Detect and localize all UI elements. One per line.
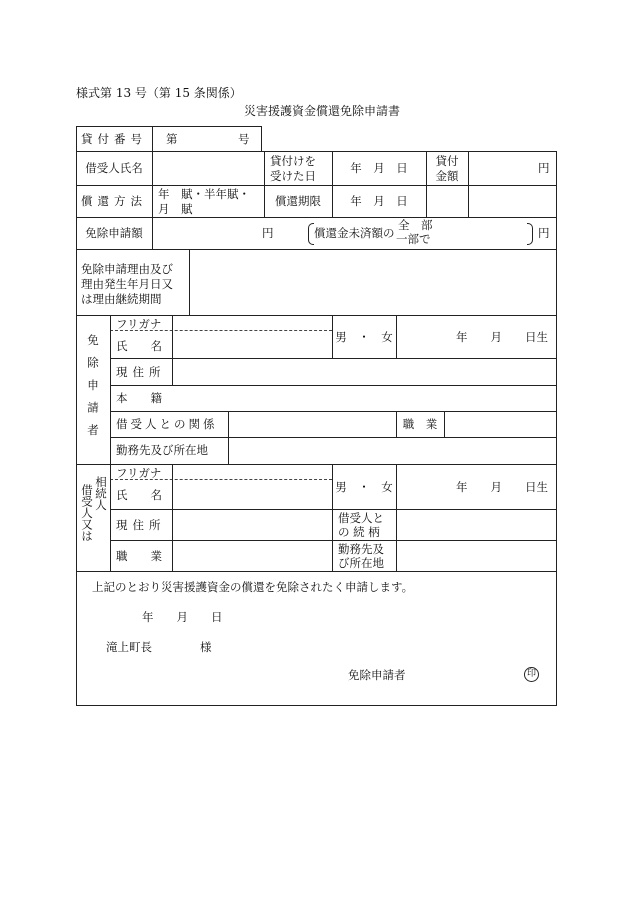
- rule: [76, 126, 262, 127]
- heir-occupation-label: 職 業: [116, 549, 162, 563]
- loan-amount-label: 金額: [435, 169, 459, 183]
- bracket: [527, 223, 533, 245]
- repay-method-option: 年 賦・半年賦・: [158, 187, 250, 201]
- rule: [76, 151, 557, 152]
- rule: [110, 540, 557, 541]
- repay-deadline-value: 年 月 日: [350, 194, 408, 208]
- applicant-occupation-label: 職 業: [402, 417, 438, 431]
- rule: [556, 151, 557, 706]
- reason-label: 免除申請理由及び: [81, 262, 173, 276]
- rule: [189, 249, 190, 316]
- rule: [152, 126, 153, 250]
- loan-date-value: 年 月 日: [350, 161, 408, 175]
- application-form: [76, 126, 556, 706]
- loan-no-suffix: 号: [238, 132, 250, 146]
- seal-mark: 印: [524, 667, 539, 682]
- loan-date-label: 貸付けを: [270, 154, 316, 168]
- applicant-section-label: 免除申請者: [86, 334, 100, 447]
- rule: [110, 509, 557, 510]
- form-number: 様式第 13 号（第 15 条関係）: [76, 86, 242, 100]
- loan-amount-unit: 円: [538, 161, 550, 175]
- rule: [76, 464, 557, 465]
- addressee-honorific: 様: [200, 640, 212, 654]
- heir-relationship-label: の 続 柄: [338, 525, 380, 539]
- rule: [76, 126, 77, 706]
- exemption-amount-unit: 円: [262, 226, 274, 240]
- rule: [444, 411, 445, 438]
- reason-label: 理由発生年月日又: [81, 277, 173, 291]
- exemption-amount-label: 免除申請額: [85, 226, 143, 240]
- applicant-name-label: 氏 名: [116, 339, 162, 353]
- page-title: 災害援護資金償還免除申請書: [243, 104, 400, 118]
- heir-name-label: 氏 名: [116, 488, 162, 502]
- rule: [261, 126, 262, 152]
- heir-section-label: 借受人又は: [80, 484, 94, 542]
- unpaid-unit: 円: [538, 226, 550, 240]
- reason-label: は理由継続期間: [81, 292, 162, 306]
- application-date: 年 月 日: [142, 610, 223, 624]
- applicant-furigana-label: フリガナ: [116, 317, 162, 331]
- heir-gender: 男 ・ 女: [335, 480, 393, 494]
- application-statement: 上記のとおり災害援護資金の償還を免除されたく申請します。: [92, 580, 414, 594]
- applicant-relation-label: 借受人との関係: [116, 417, 218, 431]
- rule: [396, 464, 397, 572]
- loan-amount-label: 貸付: [435, 154, 459, 168]
- loan-no-label: 貸付番号: [81, 132, 147, 146]
- heir-birthdate: 年 月 日生: [456, 480, 548, 494]
- rule: [110, 358, 557, 359]
- rule: [76, 185, 557, 186]
- rule: [228, 411, 229, 465]
- applicant-domicile-label: 本 籍: [116, 391, 162, 405]
- rule: [76, 249, 557, 250]
- rule: [110, 411, 557, 412]
- heir-relationship-label: 借受人と: [338, 511, 384, 525]
- loan-date-label: 受けた日: [270, 169, 316, 183]
- repay-method-label: 償還方法: [81, 194, 147, 208]
- rule: [396, 315, 397, 359]
- heir-furigana-label: フリガナ: [116, 466, 162, 480]
- rule: [76, 705, 557, 706]
- rule: [76, 571, 557, 572]
- applicant-address-label: 現住所: [116, 365, 166, 379]
- rule: [76, 217, 557, 218]
- unpaid-part: 一部で: [396, 232, 431, 246]
- repay-deadline-label: 償還期限: [275, 194, 321, 208]
- unpaid-all: 全 部: [398, 218, 433, 232]
- unpaid-label: 償還金未済額の: [314, 226, 395, 240]
- repay-method-option: 月 賦: [158, 202, 193, 216]
- rule: [110, 315, 111, 572]
- borrower-name-label: 借受人氏名: [85, 161, 143, 175]
- addressee: 滝上町長: [106, 640, 152, 654]
- rule: [110, 437, 557, 438]
- rule: [76, 315, 557, 316]
- rule: [468, 151, 469, 218]
- rule: [172, 464, 173, 572]
- heir-address-label: 現住所: [116, 518, 166, 532]
- loan-no-prefix: 第: [166, 132, 178, 146]
- rule: [172, 315, 173, 386]
- heir-workplace-label: 勤務先及: [338, 542, 384, 556]
- applicant-gender: 男 ・ 女: [335, 330, 393, 344]
- heir-workplace-label: び所在地: [338, 556, 384, 570]
- applicant-workplace-label: 勤務先及び所在地: [116, 443, 208, 457]
- heir-section-label: 相続人: [94, 476, 108, 511]
- rule: [110, 385, 557, 386]
- applicant-signature-label: 免除申請者: [348, 668, 406, 682]
- applicant-birthdate: 年 月 日生: [456, 330, 548, 344]
